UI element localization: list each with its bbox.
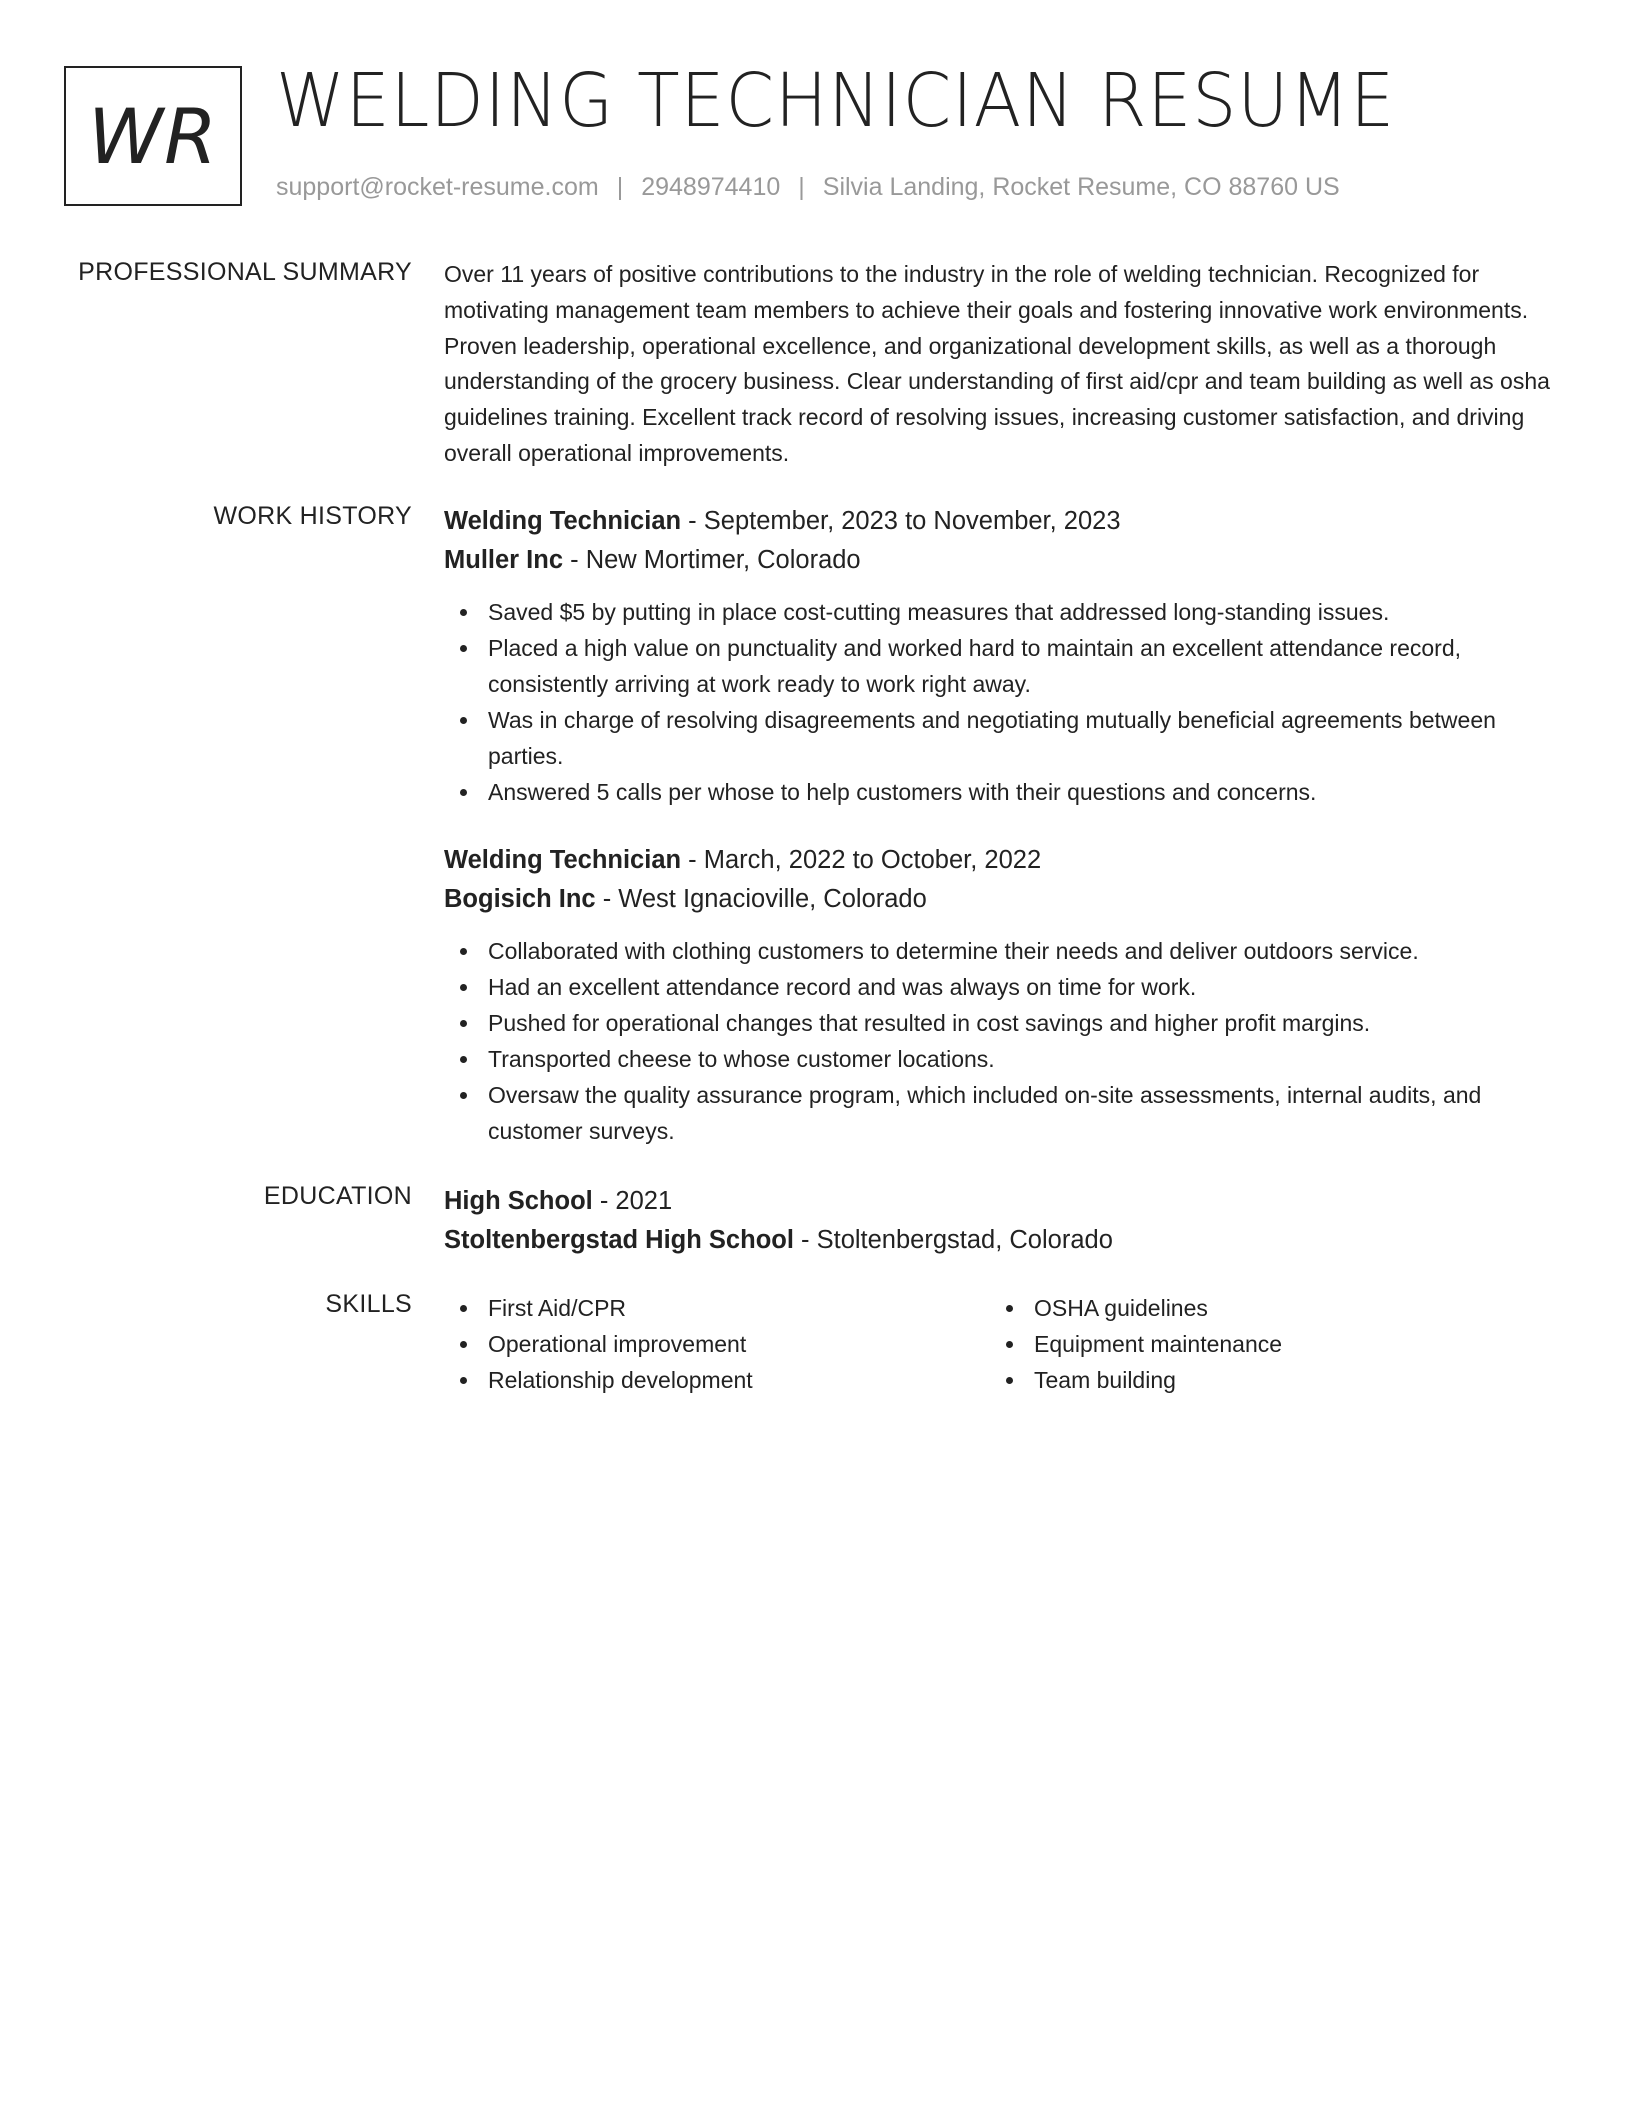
job-entry xyxy=(444,502,1556,810)
skills-column-right xyxy=(990,1290,1536,1398)
contact-phone: 2948974410 xyxy=(641,173,781,201)
contact-email: support@rocket-resume.com xyxy=(276,173,599,201)
job-company: Muller Inc xyxy=(444,546,564,574)
education-school-line xyxy=(444,1221,1556,1260)
work-history-body xyxy=(444,502,1556,1149)
job-bullet: Placed a high value on punctuality and worked hard to maintain an excellent attendance record, consistently arriving at work ready to work right away. xyxy=(444,630,1556,702)
job-bullet: Saved $5 by putting in place cost-cutting measures that addressed long-standing issues. xyxy=(444,594,1556,630)
summary-body xyxy=(444,258,1556,472)
monogram-logo: WR xyxy=(64,66,242,206)
education-location: - Stoltenbergstad, Colorado xyxy=(793,1226,1113,1254)
job-bullet: Transported cheese to whose customer locations. xyxy=(444,1041,1556,1077)
skills-body xyxy=(444,1290,1556,1398)
job-title-line xyxy=(444,502,1556,541)
skills-column-left xyxy=(444,1290,990,1398)
page-title: WELDING TECHNICIAN RESUME xyxy=(276,58,1396,144)
job-title-line xyxy=(444,841,1556,880)
contact-address: Silvia Landing, Rocket Resume, CO 88760 US xyxy=(822,173,1340,201)
job-location: - New Mortimer, Colorado xyxy=(563,546,861,574)
contact-line xyxy=(276,173,1340,202)
contact-separator: | xyxy=(616,173,624,201)
job-dates: - March, 2022 to October, 2022 xyxy=(681,846,1042,874)
summary-text: Over 11 years of positive contributions to the industry in the role of welding technician. Recognized for motivating management team members to achieve their goals and fostering innovative work environments. Proven leadership, operational excellence, and organizational development skills, as well as a thorough understanding of the grocery business. Clear understanding of first aid/cpr and team building as well as osha guidelines training. Excellent track record of resolving issues, increasing customer satisfaction, and driving overall operational improvements. xyxy=(444,261,1550,466)
contact-separator: | xyxy=(798,173,805,201)
job-bullet: Had an excellent attendance record and was always on time for work. xyxy=(444,969,1556,1005)
section-label-work-history: WORK HISTORY xyxy=(213,502,412,530)
job-bullet: Pushed for operational changes that resulted in cost savings and higher profit margins. xyxy=(444,1005,1556,1041)
job-location: - West Ignacioville, Colorado xyxy=(595,885,927,913)
job-bullets xyxy=(444,594,1556,810)
section-label-education: EDUCATION xyxy=(263,1182,412,1210)
skill-item: Team building xyxy=(990,1362,1536,1398)
education-school: Stoltenbergstad High School xyxy=(444,1226,794,1254)
section-label-summary: PROFESSIONAL SUMMARY xyxy=(78,258,412,286)
job-dates: - September, 2023 to November, 2023 xyxy=(681,507,1121,535)
job-company: Bogisich Inc xyxy=(444,885,596,913)
job-bullet: Oversaw the quality assurance program, which included on-site assessments, internal audits, and customer surveys. xyxy=(444,1077,1556,1149)
skill-item: Equipment maintenance xyxy=(990,1326,1536,1362)
education-year: - 2021 xyxy=(592,1187,673,1215)
section-label-skills: SKILLS xyxy=(325,1290,412,1318)
job-bullet: Answered 5 calls per whose to help customers with their questions and concerns. xyxy=(444,774,1556,810)
education-degree: High School xyxy=(444,1187,593,1215)
skill-item: First Aid/CPR xyxy=(444,1290,990,1326)
education-body xyxy=(444,1182,1556,1260)
education-degree-line xyxy=(444,1182,1556,1221)
skill-item: Operational improvement xyxy=(444,1326,990,1362)
skill-item: Relationship development xyxy=(444,1362,990,1398)
job-title: Welding Technician xyxy=(444,846,682,874)
skill-item: OSHA guidelines xyxy=(990,1290,1536,1326)
job-title: Welding Technician xyxy=(444,507,682,535)
job-company-line xyxy=(444,541,1556,580)
job-entry xyxy=(444,841,1556,1149)
job-company-line xyxy=(444,880,1556,919)
job-bullet: Was in charge of resolving disagreements and negotiating mutually beneficial agreements between parties. xyxy=(444,702,1556,774)
job-bullets xyxy=(444,933,1556,1149)
job-bullet: Collaborated with clothing customers to determine their needs and deliver outdoors service. xyxy=(444,933,1556,969)
